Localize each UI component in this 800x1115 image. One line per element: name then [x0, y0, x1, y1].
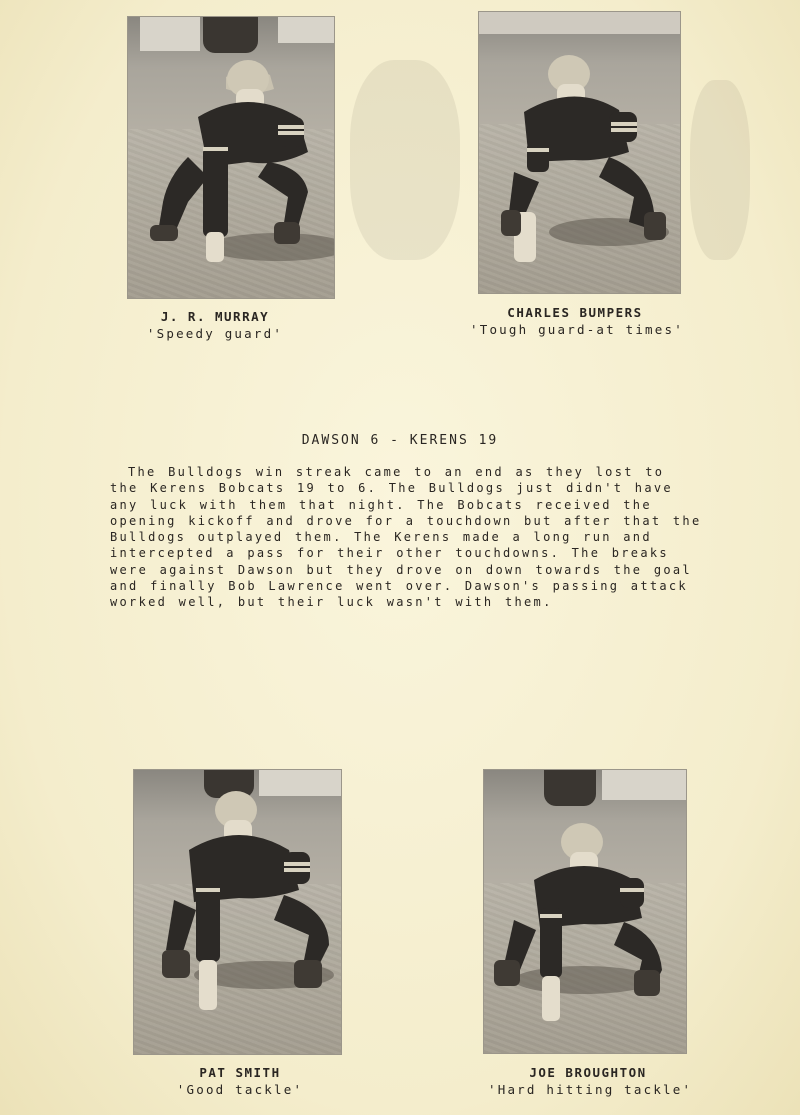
player-nickname: 'Good tackle' — [176, 1082, 304, 1097]
player-figure — [128, 17, 334, 298]
player-photo-broughton — [484, 770, 686, 1053]
story-line: worked well, but their luck wasn't with them. — [110, 595, 553, 610]
story-line: and finally Bob Lawrence went over. Dawson's passing attack — [110, 579, 688, 594]
player-nickname: 'Speedy guard' — [146, 326, 284, 341]
show-through-shape — [350, 60, 460, 260]
caption-bumpers — [470, 304, 684, 338]
player-photo-murray — [128, 17, 334, 298]
player-figure — [134, 770, 341, 1054]
story-line: were against Dawson but they drove on down towards the goal — [110, 562, 692, 577]
player-figure — [479, 12, 680, 293]
player-nickname: 'Tough guard-at times' — [470, 322, 684, 337]
player-photo-smith — [134, 770, 341, 1054]
player-name: J. R. MURRAY — [160, 309, 270, 324]
show-through-shape — [690, 80, 750, 260]
player-figure — [484, 770, 686, 1053]
player-name: PAT SMITH — [199, 1065, 281, 1080]
caption-murray — [130, 308, 300, 342]
player-name: JOE BROUGHTON — [529, 1065, 647, 1080]
player-nickname: 'Hard hitting tackle' — [488, 1082, 693, 1097]
player-name: CHARLES BUMPERS — [507, 305, 643, 320]
story-line: Bulldogs outplayed them. The Kerens made a long run and — [110, 530, 652, 545]
game-story — [110, 464, 702, 611]
story-line: any luck with them that night. The Bobcats received the — [110, 497, 652, 512]
player-photo-bumpers — [479, 12, 680, 293]
story-line: the Kerens Bobcats 19 to 6. The Bulldogs just didn't have — [110, 481, 673, 496]
story-line: opening kickoff and drove for a touchdown but after that the — [110, 513, 702, 528]
caption-smith — [150, 1064, 330, 1098]
caption-broughton — [488, 1064, 693, 1098]
story-line: intercepted a pass for their other touchdowns. The breaks — [110, 546, 669, 561]
story-line: The Bulldogs win streak came to an end as they lost to — [128, 465, 665, 479]
game-headline: DAWSON 6 - KERENS 19 — [301, 433, 499, 448]
